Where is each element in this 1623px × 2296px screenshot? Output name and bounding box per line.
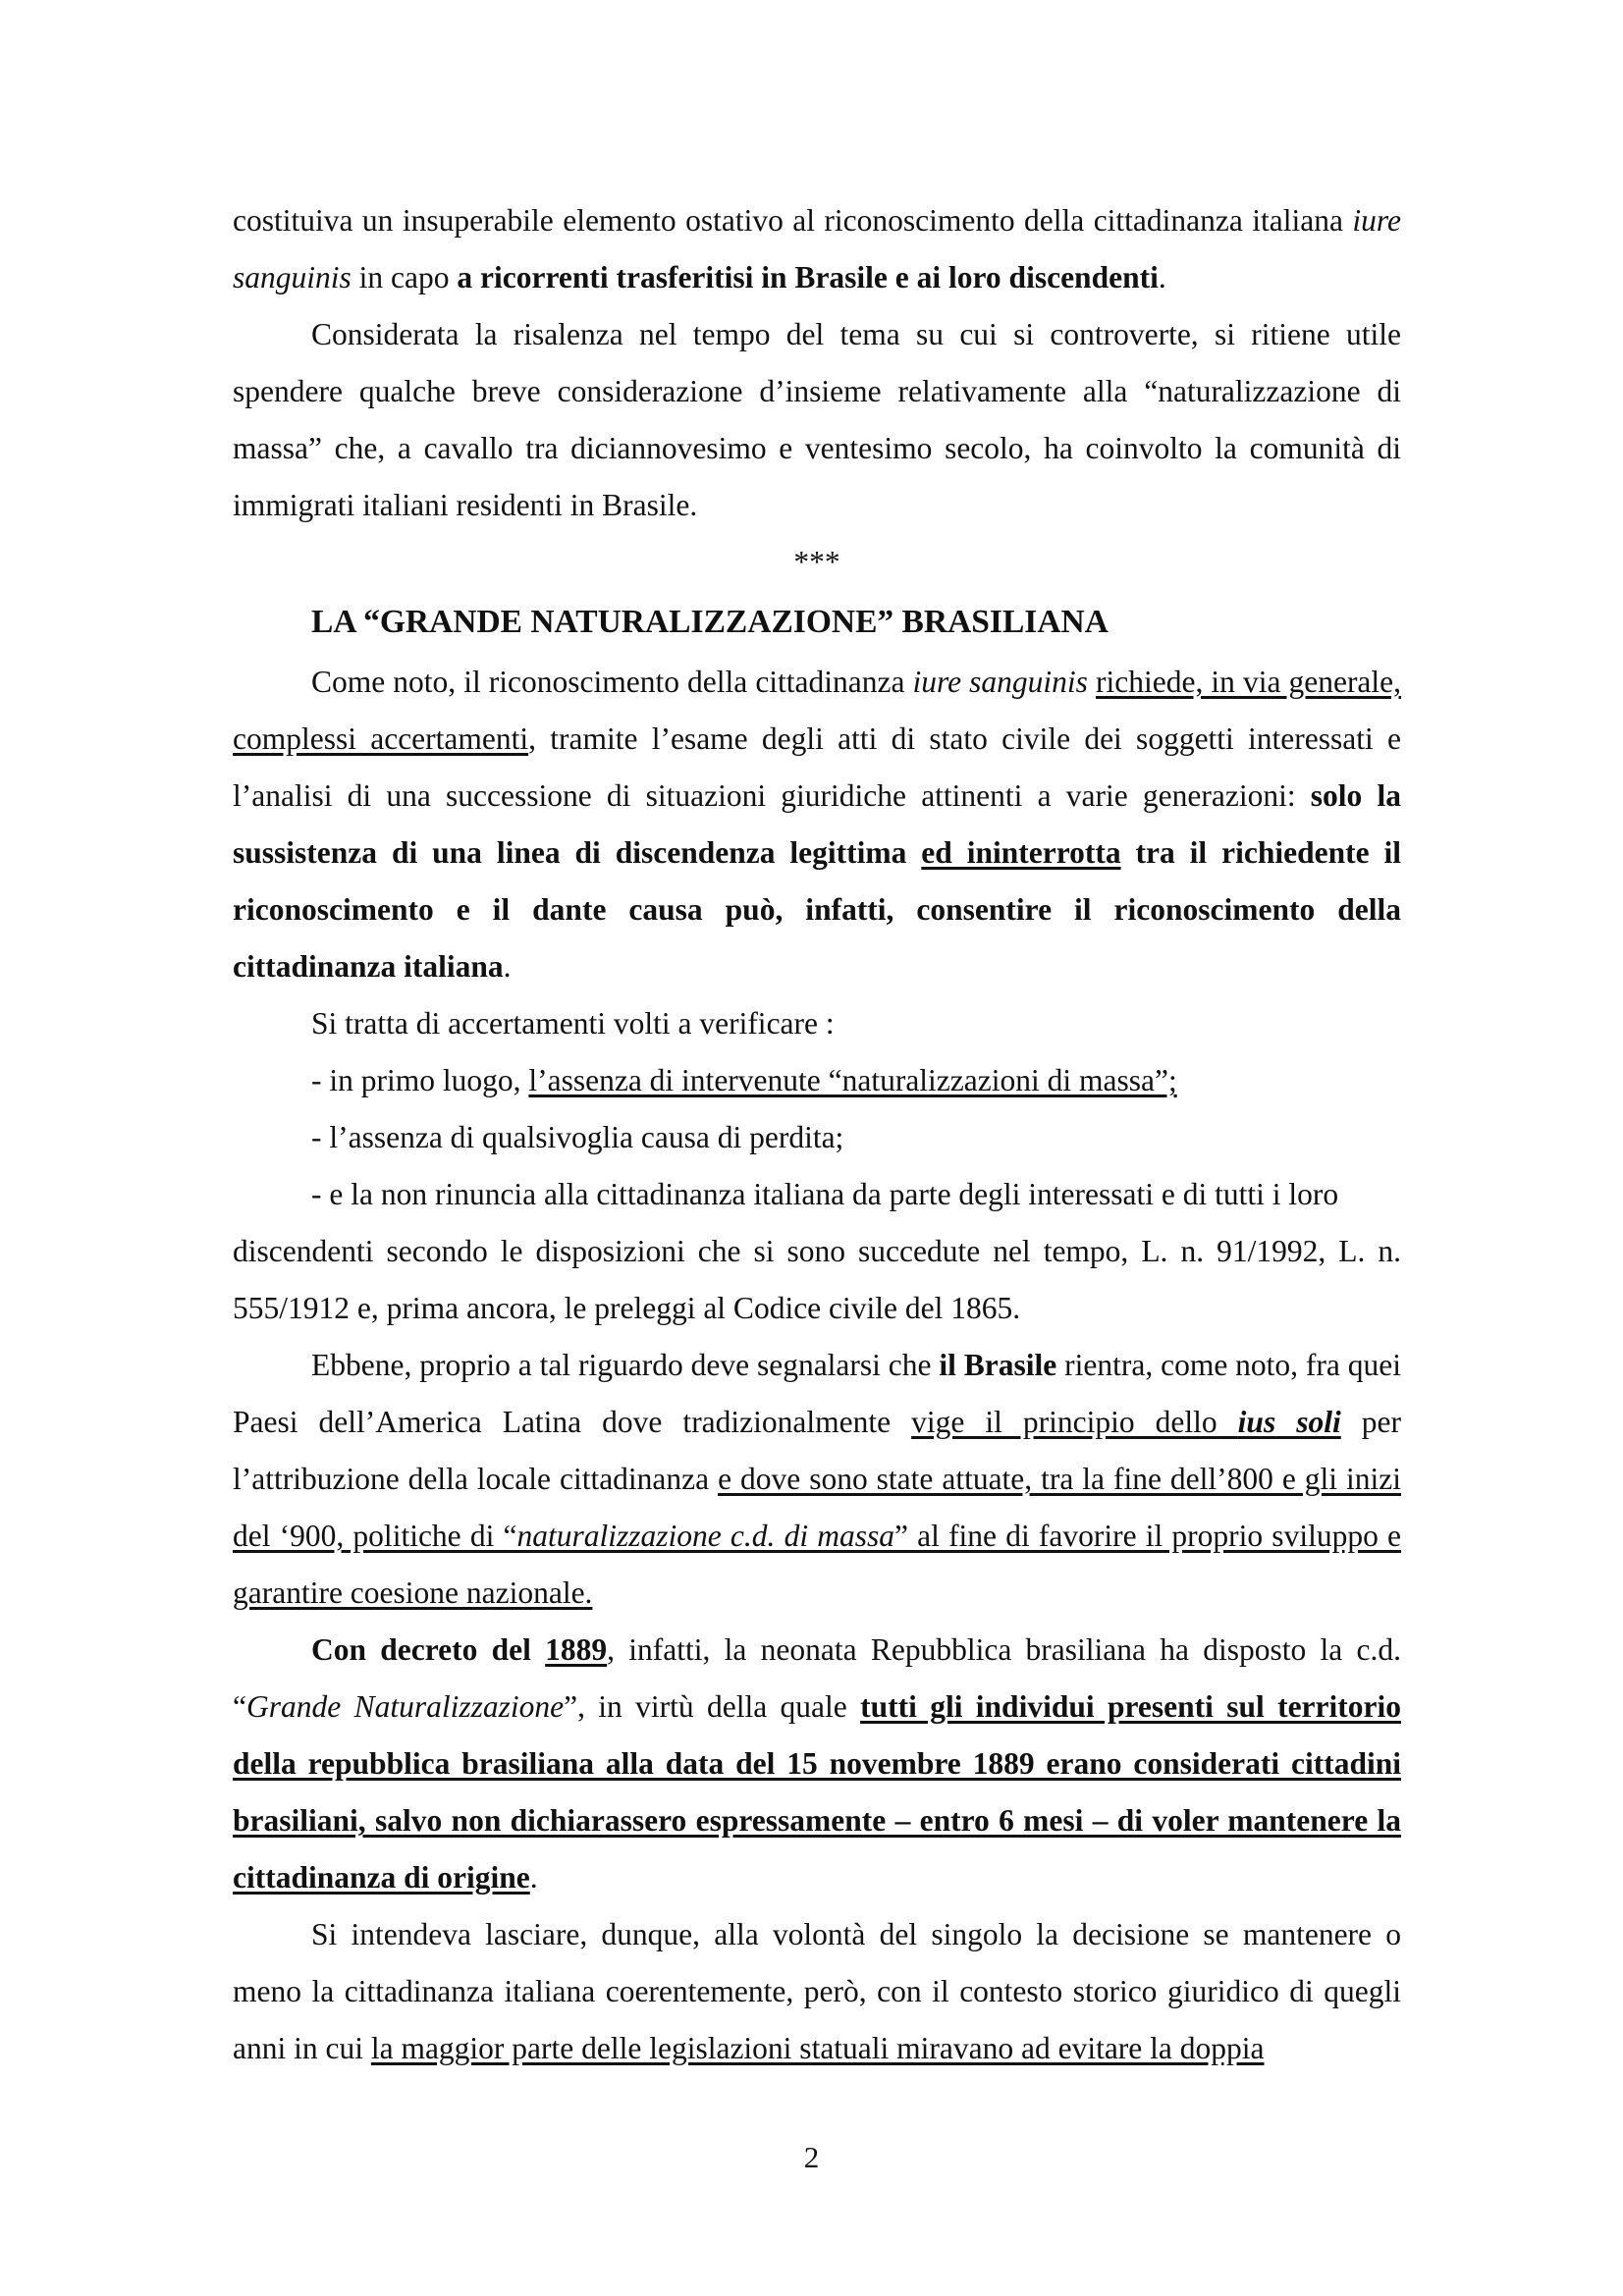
paragraph-6 bbox=[233, 1337, 1401, 1622]
bold-underlined-phrase: 1889 bbox=[545, 1632, 608, 1667]
paragraph-5: discendenti secondo le disposizioni che si sono succedute nel tempo, L. n. 91/1992, L. n. 555/1912 e, prima ancora, le preleggi al Codice civile del 1865. bbox=[233, 1234, 1401, 1325]
underlined-phrase: la maggior parte delle legislazioni statuali miravano ad evitare la doppia bbox=[370, 2031, 1265, 2065]
list-item: - e la non rinuncia alla cittadinanza italiana da parte degli interessati e di tutti i loro bbox=[311, 1177, 1339, 1211]
underlined-phrase: l’assenza di intervenute “naturalizzazioni di massa”; bbox=[528, 1063, 1177, 1097]
body-text bbox=[233, 192, 1401, 2077]
paragraph-8 bbox=[233, 1906, 1401, 2077]
underlined-phrase: vige il principio dello bbox=[911, 1405, 1238, 1439]
bold-phrase: a ricorrenti trasferitisi in Brasile e ai loro discendenti bbox=[457, 260, 1159, 294]
list-item bbox=[233, 1052, 1401, 1109]
bold-phrase: solo la sussistenza di una linea di discendenza legittima bbox=[233, 778, 1402, 870]
italic-term: iure sanguinis bbox=[233, 203, 1401, 294]
bold-phrase: Con decreto del bbox=[311, 1632, 546, 1667]
paragraph-6-text: Ebbene, proprio a tal riguardo deve segnalarsi che bbox=[311, 1348, 940, 1382]
paragraph-1-text: costituiva un insuperabile elemento ostativo al riconoscimento della cittadinanza italiana bbox=[233, 203, 1353, 238]
list-item: - l’assenza di qualsivoglia causa di perdita; bbox=[311, 1120, 844, 1154]
paragraph-6-text: rientra, come noto, fra quei Paesi dell’America Latina dove tradizionalmente bbox=[233, 1348, 1402, 1439]
bold-phrase: il Brasile bbox=[939, 1348, 1057, 1382]
paragraph-3-text: . bbox=[503, 949, 512, 984]
paragraph-3-text: , tramite l’esame degli atti di stato civile dei soggetti interessati e l’analisi di una successione di situazioni giuridiche attinenti a varie generazioni: bbox=[233, 721, 1401, 813]
bold-underlined-phrase: ed ininterrotta bbox=[921, 835, 1121, 870]
underlined-phrase: richiede, in via generale, complessi accertamenti bbox=[233, 665, 1402, 756]
paragraph-4: Si tratta di accertamenti volti a verificare : bbox=[311, 1006, 835, 1041]
paragraph-6-text: per l’attribuzione della locale cittadinanza bbox=[233, 1405, 1401, 1496]
section-separator: *** bbox=[793, 545, 840, 579]
bold-phrase: tra il richiedente il riconoscimento e il dante causa può, infatti, consentire il riconoscimento della cittadinanza italiana bbox=[233, 835, 1401, 984]
underlined-phrase: ” al fine di favorire il proprio sviluppo e garantire coesione nazionale. bbox=[233, 1519, 1401, 1610]
bold-italic-underlined-phrase: ius soli bbox=[1237, 1405, 1341, 1439]
paragraph-7-text: , infatti, la neonata Repubblica brasiliana ha disposto la c.d. “ bbox=[233, 1632, 1401, 1724]
list-item-text: - in primo luogo, bbox=[311, 1063, 529, 1097]
bold-underlined-phrase: tutti gli individui presenti sul territorio della repubblica brasiliana alla data del 15 novembre 1889 erano considerati cittadini brasiliani, salvo non dichiarassero espressamente – entro 6 mesi – di voler mantenere la cittadinanza di origine bbox=[233, 1689, 1401, 1895]
paragraph-1 bbox=[233, 192, 1401, 306]
paragraph-8-text: Si intendeva lasciare, dunque, alla volontà del singolo la decisione se mantenere o meno la cittadinanza italiana coerentemente, però, con il contesto storico giuridico di quegli anni in cui bbox=[233, 1917, 1401, 2065]
paragraph-7 bbox=[233, 1622, 1401, 1906]
section-heading: LA “GRANDE NATURALIZZAZIONE” BRASILIANA bbox=[311, 604, 1109, 640]
paragraph-7-text: ”, in virtù della quale bbox=[564, 1689, 861, 1724]
page-number: 2 bbox=[803, 2140, 820, 2174]
italic-term: Grande Naturalizzazione bbox=[245, 1689, 565, 1724]
italic-term: iure sanguinis bbox=[912, 665, 1088, 699]
paragraph-3-text: Come noto, il riconoscimento della cittadinanza bbox=[311, 665, 913, 699]
paragraph-1-text: in capo bbox=[351, 260, 458, 294]
italic-underlined-phrase: naturalizzazione c.d. di massa bbox=[516, 1519, 895, 1553]
paragraph-1-text: . bbox=[1158, 260, 1166, 294]
underlined-phrase: e dove sono state attuate, tra la fine dell’800 e gli inizi del ‘900, politiche di “ bbox=[233, 1462, 1401, 1553]
paragraph-3 bbox=[233, 654, 1401, 995]
paragraph-7-text: . bbox=[529, 1860, 538, 1895]
paragraph-2: Considerata la risalenza nel tempo del tema su cui si controverte, si ritiene utile spendere qualche breve considerazione d’insieme relativamente alla “naturalizzazione di massa” che, a cavallo tra diciannovesimo e ventesimo secolo, ha coinvolto la comunità di immigrati italiani residenti in Brasile. bbox=[233, 317, 1401, 522]
paragraph-3-text bbox=[1088, 665, 1096, 699]
